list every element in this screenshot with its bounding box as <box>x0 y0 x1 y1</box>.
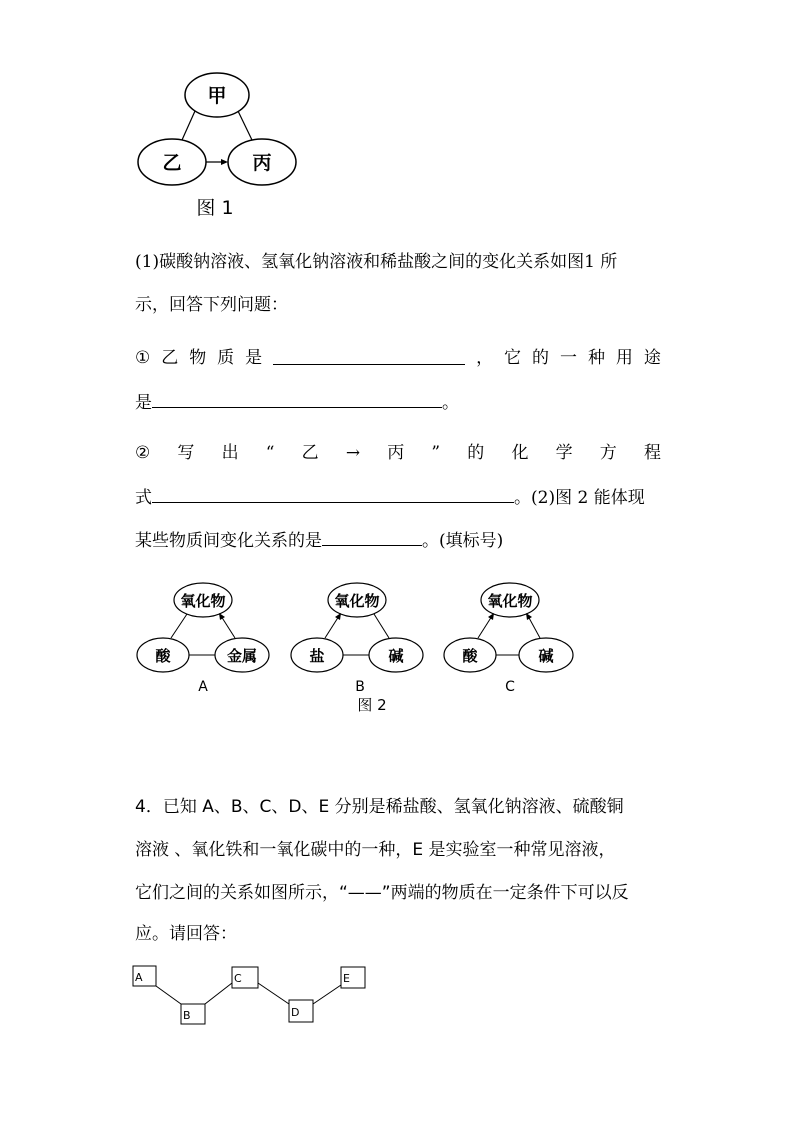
box-a-label: A <box>135 971 143 984</box>
figure-2-diagram <box>130 578 590 718</box>
q1-sub2-w1: 写 <box>177 443 195 463</box>
q2-suffix: 。(填标号) <box>422 531 504 551</box>
diagram-a-top-label: 氧化物 <box>180 592 226 610</box>
diagram-c <box>444 583 573 695</box>
q1-sub2-line2 <box>135 484 661 510</box>
q1-sub1-w0: ① <box>135 348 151 368</box>
q4-line3: 它们之间的关系如图所示，“——”两端的物质在一定条件下可以反 <box>135 883 629 903</box>
box-e-label: E <box>343 972 350 985</box>
answer-blank-use[interactable] <box>152 389 442 408</box>
diagram-c-caption: C <box>505 679 515 695</box>
node-jia-label: 甲 <box>207 85 227 107</box>
q1-sub1-w4: 是 <box>245 348 263 368</box>
node-yi-label: 乙 <box>162 152 182 174</box>
diagram-a-arrow-right-top <box>221 616 235 638</box>
q4-line2: 溶液 、氧化铁和一氧化碳中的一种，E 是实验室一种常见溶液， <box>135 840 616 860</box>
diagram-c-arrow-right-top <box>528 616 540 638</box>
q4-line1: 4．已知 A、B、C、D、E 分别是稀盐酸、氢氧化钠溶液、硫酸铜 <box>135 797 624 817</box>
figure-3-diagram <box>130 960 380 1030</box>
diagram-c-left-label: 酸 <box>462 647 478 665</box>
q1-sub2-w3: “ <box>265 443 275 463</box>
q1-sub2-w6: 丙 <box>387 443 405 463</box>
diagram-a-right-label: 金属 <box>226 647 258 665</box>
q1-sub1-w1: 乙 <box>161 348 179 368</box>
q1-sub2-w0: ② <box>135 443 151 463</box>
diagram-b-arrow-left-top <box>325 616 339 638</box>
q2-prefix: 某些物质间变化关系的是 <box>135 531 322 551</box>
diagram-b-arrow-head <box>335 613 341 620</box>
diagram-c-right-label: 碱 <box>538 647 554 665</box>
q2-line <box>135 527 661 553</box>
q1-sub2-w4: 乙 <box>301 443 319 463</box>
q1-intro-line1: (1)碳酸钠溶液、氢氧化钠溶液和稀盐酸之间的变化关系如图1 所 <box>135 252 618 272</box>
q1-sub2-line2-prefix: 式 <box>135 488 152 508</box>
diagram-a <box>137 583 269 695</box>
edge-d-e <box>313 985 341 1004</box>
q1-sub1-line2-prefix: 是 <box>135 393 152 413</box>
node-bing-label: 丙 <box>252 152 272 174</box>
diagram-c-arrow-head-right <box>526 613 532 620</box>
q1-sub2-w8: 的 <box>467 443 485 463</box>
arrow-head <box>221 159 228 165</box>
edge-b-c <box>205 983 232 1004</box>
diagram-b-caption: B <box>355 679 365 695</box>
q1-sub2-w10: 学 <box>555 443 573 463</box>
q1-sub1-s3: 一 <box>559 348 577 368</box>
q1-sub2-line2-suffix: 。(2)图 2 能体现 <box>514 488 645 508</box>
box-c-label: C <box>234 972 242 985</box>
q1-sub1-s0: ， <box>476 348 494 368</box>
figure-1-diagram <box>130 60 310 230</box>
q1-sub1-s1: 它 <box>504 348 522 368</box>
diagram-c-arrow-left-top <box>478 616 492 638</box>
q1-sub1-s2: 的 <box>532 348 549 368</box>
diagram-a-caption: A <box>198 679 208 695</box>
answer-blank-yi-substance[interactable] <box>273 346 465 365</box>
q1-sub2-w9: 化 <box>511 443 529 463</box>
q1-sub1-w3: 质 <box>217 348 235 368</box>
q1-sub1-line <box>135 346 661 370</box>
q1-sub1-s5: 用 <box>615 348 633 368</box>
answer-blank-equation[interactable] <box>152 484 514 503</box>
q1-sub2-w11: 方 <box>599 443 617 463</box>
figure-2-caption: 图 2 <box>357 696 387 714</box>
edge-jia-bing <box>238 111 252 140</box>
q1-sub1-end: 。 <box>442 393 459 413</box>
q1-sub2-w5: → <box>345 443 361 463</box>
q1-sub1-line2 <box>135 389 661 415</box>
diagram-b <box>291 583 423 695</box>
diagram-c-arrow-head-left <box>488 613 494 620</box>
diagram-a-edge-top-left <box>171 614 187 638</box>
diagram-b-edge-top-right <box>374 614 389 638</box>
diagram-b-right-label: 碱 <box>388 647 404 665</box>
box-b-label: B <box>183 1009 191 1022</box>
q1-sub2-w12: 程 <box>643 443 661 463</box>
diagram-c-top-label: 氧化物 <box>487 592 533 610</box>
q1-intro-line2: 示，回答下列问题： <box>135 295 288 315</box>
box-d-label: D <box>291 1006 300 1019</box>
edge-jia-yi <box>182 111 195 140</box>
answer-blank-option[interactable] <box>322 527 422 546</box>
diagram-b-left-label: 盐 <box>309 647 325 665</box>
edge-c-d <box>258 983 289 1004</box>
edge-a-b <box>156 986 181 1004</box>
q1-sub2-line <box>135 441 661 465</box>
diagram-a-arrow-head <box>219 613 225 620</box>
q1-sub1-s4: 种 <box>587 348 605 368</box>
diagram-b-top-label: 氧化物 <box>334 592 380 610</box>
diagram-a-left-label: 酸 <box>155 647 171 665</box>
q4-line4: 应。请回答： <box>135 924 237 944</box>
q1-sub2-w2: 出 <box>221 443 239 463</box>
q1-sub2-w7: ” <box>431 443 441 463</box>
figure-1-caption: 图 1 <box>196 197 234 219</box>
q1-sub1-s6: 途 <box>643 348 661 368</box>
q1-sub1-w2: 物 <box>189 348 207 368</box>
